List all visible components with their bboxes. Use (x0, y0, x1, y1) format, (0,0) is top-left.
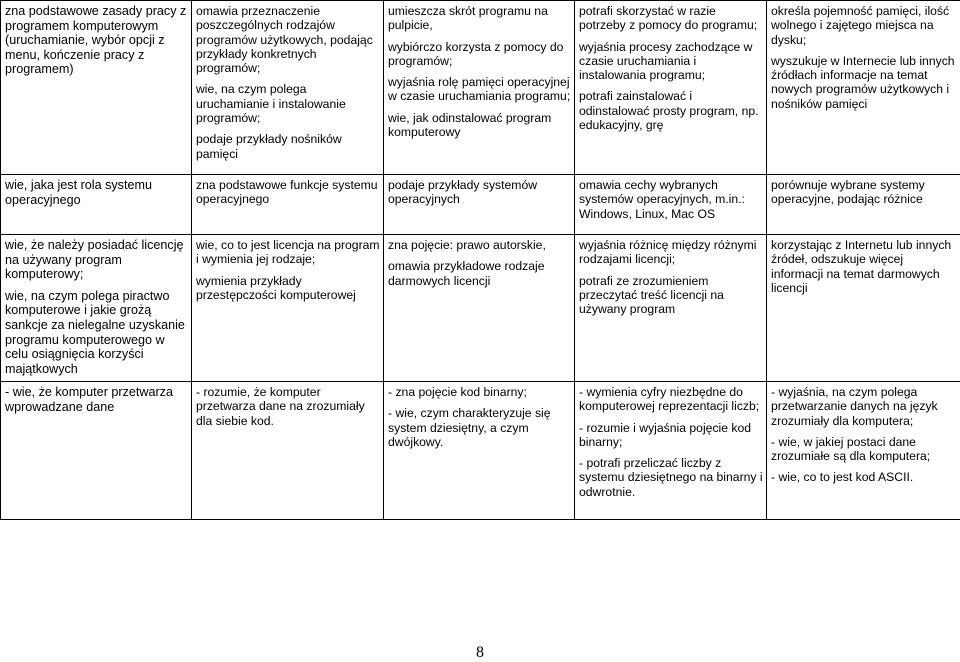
cell-paragraph: - wymienia cyfry niezbędne do komputerowej reprezentacji liczb; (579, 385, 763, 414)
table-row (1, 382, 960, 520)
table-cell (192, 1, 384, 175)
cell-paragraph: wybiórczo korzysta z pomocy do programów; (388, 40, 571, 69)
cell-paragraph: zna podstawowe funkcje systemu operacyjnego (196, 178, 380, 207)
table-cell (575, 1, 767, 175)
table-cell (767, 382, 960, 520)
cell-paragraph: wyszukuje w Internecie lub innych źródłach informacje na temat nowych programów użytkowych i nośników pamięci (771, 54, 957, 111)
table-cell (575, 382, 767, 520)
cell-paragraph: wie, na czym polega uruchamianie i instalowanie programów; (196, 82, 380, 125)
cell-paragraph: - wie, co to jest kod ASCII. (771, 470, 957, 484)
table-cell (767, 235, 960, 382)
table-cell (384, 1, 575, 175)
cell-paragraph: potrafi ze zrozumieniem przeczytać treść licencji na używany program (579, 274, 763, 317)
cell-paragraph: zna pojęcie: prawo autorskie, (388, 238, 571, 252)
cell-paragraph: zna podstawowe zasady pracy z programem komputerowym (uruchamianie, wybór opcji z menu, kończenie pracy z programem) (5, 4, 188, 77)
cell-paragraph: wymienia przykłady przestępczości komputerowej (196, 274, 380, 303)
table-cell (767, 175, 960, 235)
cell-paragraph: wyjaśnia procesy zachodzące w czasie uruchamiania i instalowania programu; (579, 40, 763, 83)
cell-paragraph: - wie, że komputer przetwarza wprowadzane dane (5, 385, 188, 414)
table-cell (1, 235, 192, 382)
table-row (1, 175, 960, 235)
cell-paragraph: podaje przykłady systemów operacyjnych (388, 178, 571, 207)
table-row (1, 235, 960, 382)
cell-paragraph: wie, na czym polega piractwo komputerowe i jakie grożą sankcje za nielegalne uzyskanie programu komputerowego w celu osiągnięcia korzyści majątkowych (5, 289, 188, 377)
cell-paragraph: porównuje wybrane systemy operacyjne, podając różnice (771, 178, 957, 207)
cell-paragraph: omawia przykładowe rodzaje darmowych licencji (388, 259, 571, 288)
cell-paragraph: potrafi skorzystać w razie potrzeby z pomocy do programu; (579, 4, 763, 33)
table-cell (192, 382, 384, 520)
cell-paragraph: - wie, czym charakteryzuje się system dziesiętny, a czym dwójkowy. (388, 406, 571, 449)
table-row (1, 1, 960, 175)
table-cell (192, 175, 384, 235)
cell-paragraph: określa pojemność pamięci, ilość wolnego i zajętego miejsca na dysku; (771, 4, 957, 47)
cell-paragraph: podaje przykłady nośników pamięci (196, 132, 380, 161)
cell-paragraph: umieszcza skrót programu na pulpicie, (388, 4, 571, 33)
table-cell (1, 382, 192, 520)
cell-paragraph: - potrafi przeliczać liczby z systemu dziesiętnego na binarny i odwrotnie. (579, 456, 763, 499)
table-cell (767, 1, 960, 175)
table-cell (1, 1, 192, 175)
table-cell (384, 382, 575, 520)
cell-paragraph: - zna pojęcie kod binarny; (388, 385, 571, 399)
cell-paragraph: wie, jak odinstalować program komputerowy (388, 111, 571, 140)
cell-paragraph: korzystając z Internetu lub innych źródeł, odszukuje więcej informacji na temat darmowych licencji (771, 238, 957, 295)
cell-paragraph: wie, co to jest licencja na program i wymienia jej rodzaje; (196, 238, 380, 267)
cell-paragraph: omawia przeznaczenie poszczególnych rodzajów programów użytkowych, podając przykłady konkretnych programów; (196, 4, 380, 75)
cell-paragraph: wie, jaka jest rola systemu operacyjnego (5, 178, 188, 207)
table-cell (575, 175, 767, 235)
cell-paragraph: wyjaśnia rolę pamięci operacyjnej w czasie uruchamiania programu; (388, 75, 571, 104)
page-number: 8 (0, 644, 960, 662)
cell-paragraph: wie, że należy posiadać licencję na używany program komputerowy; (5, 238, 188, 282)
cell-paragraph: - wie, w jakiej postaci dane zrozumiałe są dla komputera; (771, 435, 957, 464)
table-cell (575, 235, 767, 382)
table-cell (1, 175, 192, 235)
cell-paragraph: - rozumie, że komputer przetwarza dane na zrozumiały dla siebie kod. (196, 385, 380, 428)
table-cell (384, 175, 575, 235)
table-cell (192, 235, 384, 382)
cell-paragraph: - wyjaśnia, na czym polega przetwarzanie danych na język zrozumiały dla komputera; (771, 385, 957, 428)
cell-paragraph: - rozumie i wyjaśnia pojęcie kod binarny; (579, 421, 763, 450)
cell-paragraph: wyjaśnia różnicę między różnymi rodzajami licencji; (579, 238, 763, 267)
table-body (1, 1, 960, 520)
table-cell (384, 235, 575, 382)
cell-paragraph: potrafi zainstalować i odinstalować prosty program, np. edukacyjny, grę (579, 89, 763, 132)
cell-paragraph: omawia cechy wybranych systemów operacyjnych, m.in.: Windows, Linux, Mac OS (579, 178, 763, 221)
